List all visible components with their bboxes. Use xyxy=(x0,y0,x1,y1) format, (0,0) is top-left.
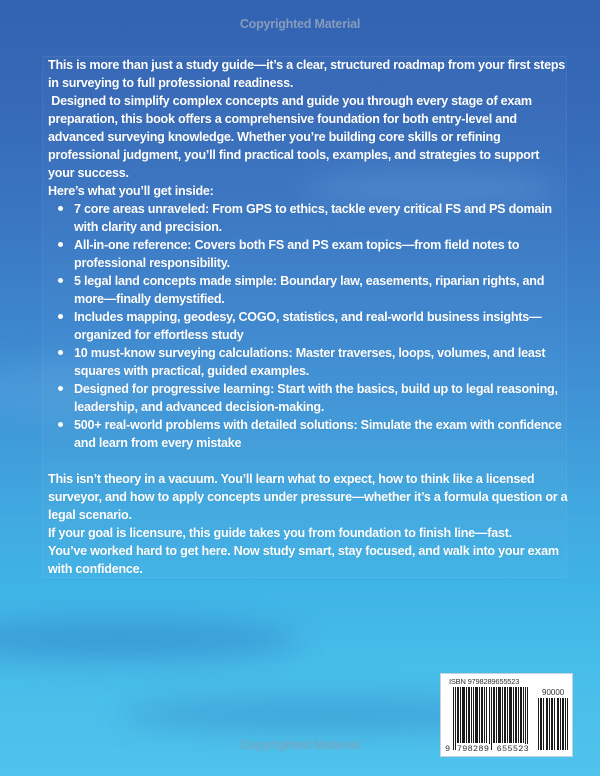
price-code: 90000 xyxy=(542,688,565,697)
isbn-label: ISBN 9798289655523 xyxy=(449,677,520,686)
copyright-watermark-top: Copyrighted Material xyxy=(239,17,361,31)
cloud-streak xyxy=(0,620,300,660)
feature-text: All-in-one reference: Covers both FS and PS exam topics—from field notes to professional responsibility. xyxy=(74,238,520,270)
feature-item xyxy=(74,200,568,236)
list-heading: Here’s what you’ll get inside: xyxy=(48,184,214,198)
feature-text: 10 must-know surveying calculations: Master traverses, loops, volumes, and least squares with practical, guided examples. xyxy=(74,346,546,378)
closing-paragraph-1: This isn’t theory in a vacuum. You’ll learn what to expect, how to think like a licensed surveyor, and how to apply concepts under pressure—whether it’s a formula question or a legal scenario. xyxy=(48,472,568,522)
intro-paragraph: This is more than just a study guide—it’s a clear, structured roadmap from your first steps in surveying to full professional readiness. xyxy=(48,58,566,90)
closing-paragraph-3: You’ve worked hard to get here. Now study smart, stay focused, and walk into your exam with confidence. xyxy=(48,544,559,576)
bullet-icon xyxy=(58,314,63,319)
copyright-watermark-bottom: Copyrighted Material xyxy=(239,738,361,752)
feature-text: 7 core areas unraveled: From GPS to ethics, tackle every critical FS and PS domain with clarity and precision. xyxy=(74,202,552,234)
feature-text: 500+ real-world problems with detailed solutions: Simulate the exam with confidence and learn from every mistake xyxy=(74,418,562,450)
description-paragraph: Designed to simplify complex concepts and guide you through every stage of exam preparation, this book offers a comprehensive foundation for both entry-level and advanced surveying knowledge. Whether you’re building core skills or refining professional judgment, you’ll find practical tools, examples, and strategies to support your success. xyxy=(48,94,543,180)
bullet-icon xyxy=(58,350,63,355)
feature-list xyxy=(48,200,568,452)
back-cover-blurb xyxy=(48,56,568,578)
feature-item xyxy=(74,308,568,344)
barcode-digit-lead: 9 xyxy=(445,744,451,754)
feature-text: Includes mapping, geodesy, COGO, statistics, and real-world business insights—organized for effortless study xyxy=(74,310,542,342)
bullet-icon xyxy=(58,242,63,247)
feature-text: Designed for progressive learning: Start with the basics, build up to legal reasoning, leadership, and advanced decision-making. xyxy=(74,382,558,414)
bullet-icon xyxy=(58,422,63,427)
barcode-digit-group-2: 655523 xyxy=(496,744,530,754)
feature-item xyxy=(74,272,568,308)
bullet-icon xyxy=(58,386,63,391)
feature-item xyxy=(74,344,568,380)
feature-item xyxy=(74,236,568,272)
barcode-digit-group-1: 798289 xyxy=(456,744,490,754)
feature-item xyxy=(74,380,568,416)
closing-paragraph-2: If your goal is licensure, this guide takes you from foundation to finish line—fast. xyxy=(48,526,512,540)
bullet-icon xyxy=(58,278,63,283)
feature-item xyxy=(74,416,568,452)
feature-text: 5 legal land concepts made simple: Boundary law, easements, riparian rights, and more—finally demystified. xyxy=(74,274,545,306)
spacer xyxy=(48,452,568,470)
bullet-icon xyxy=(58,206,63,211)
